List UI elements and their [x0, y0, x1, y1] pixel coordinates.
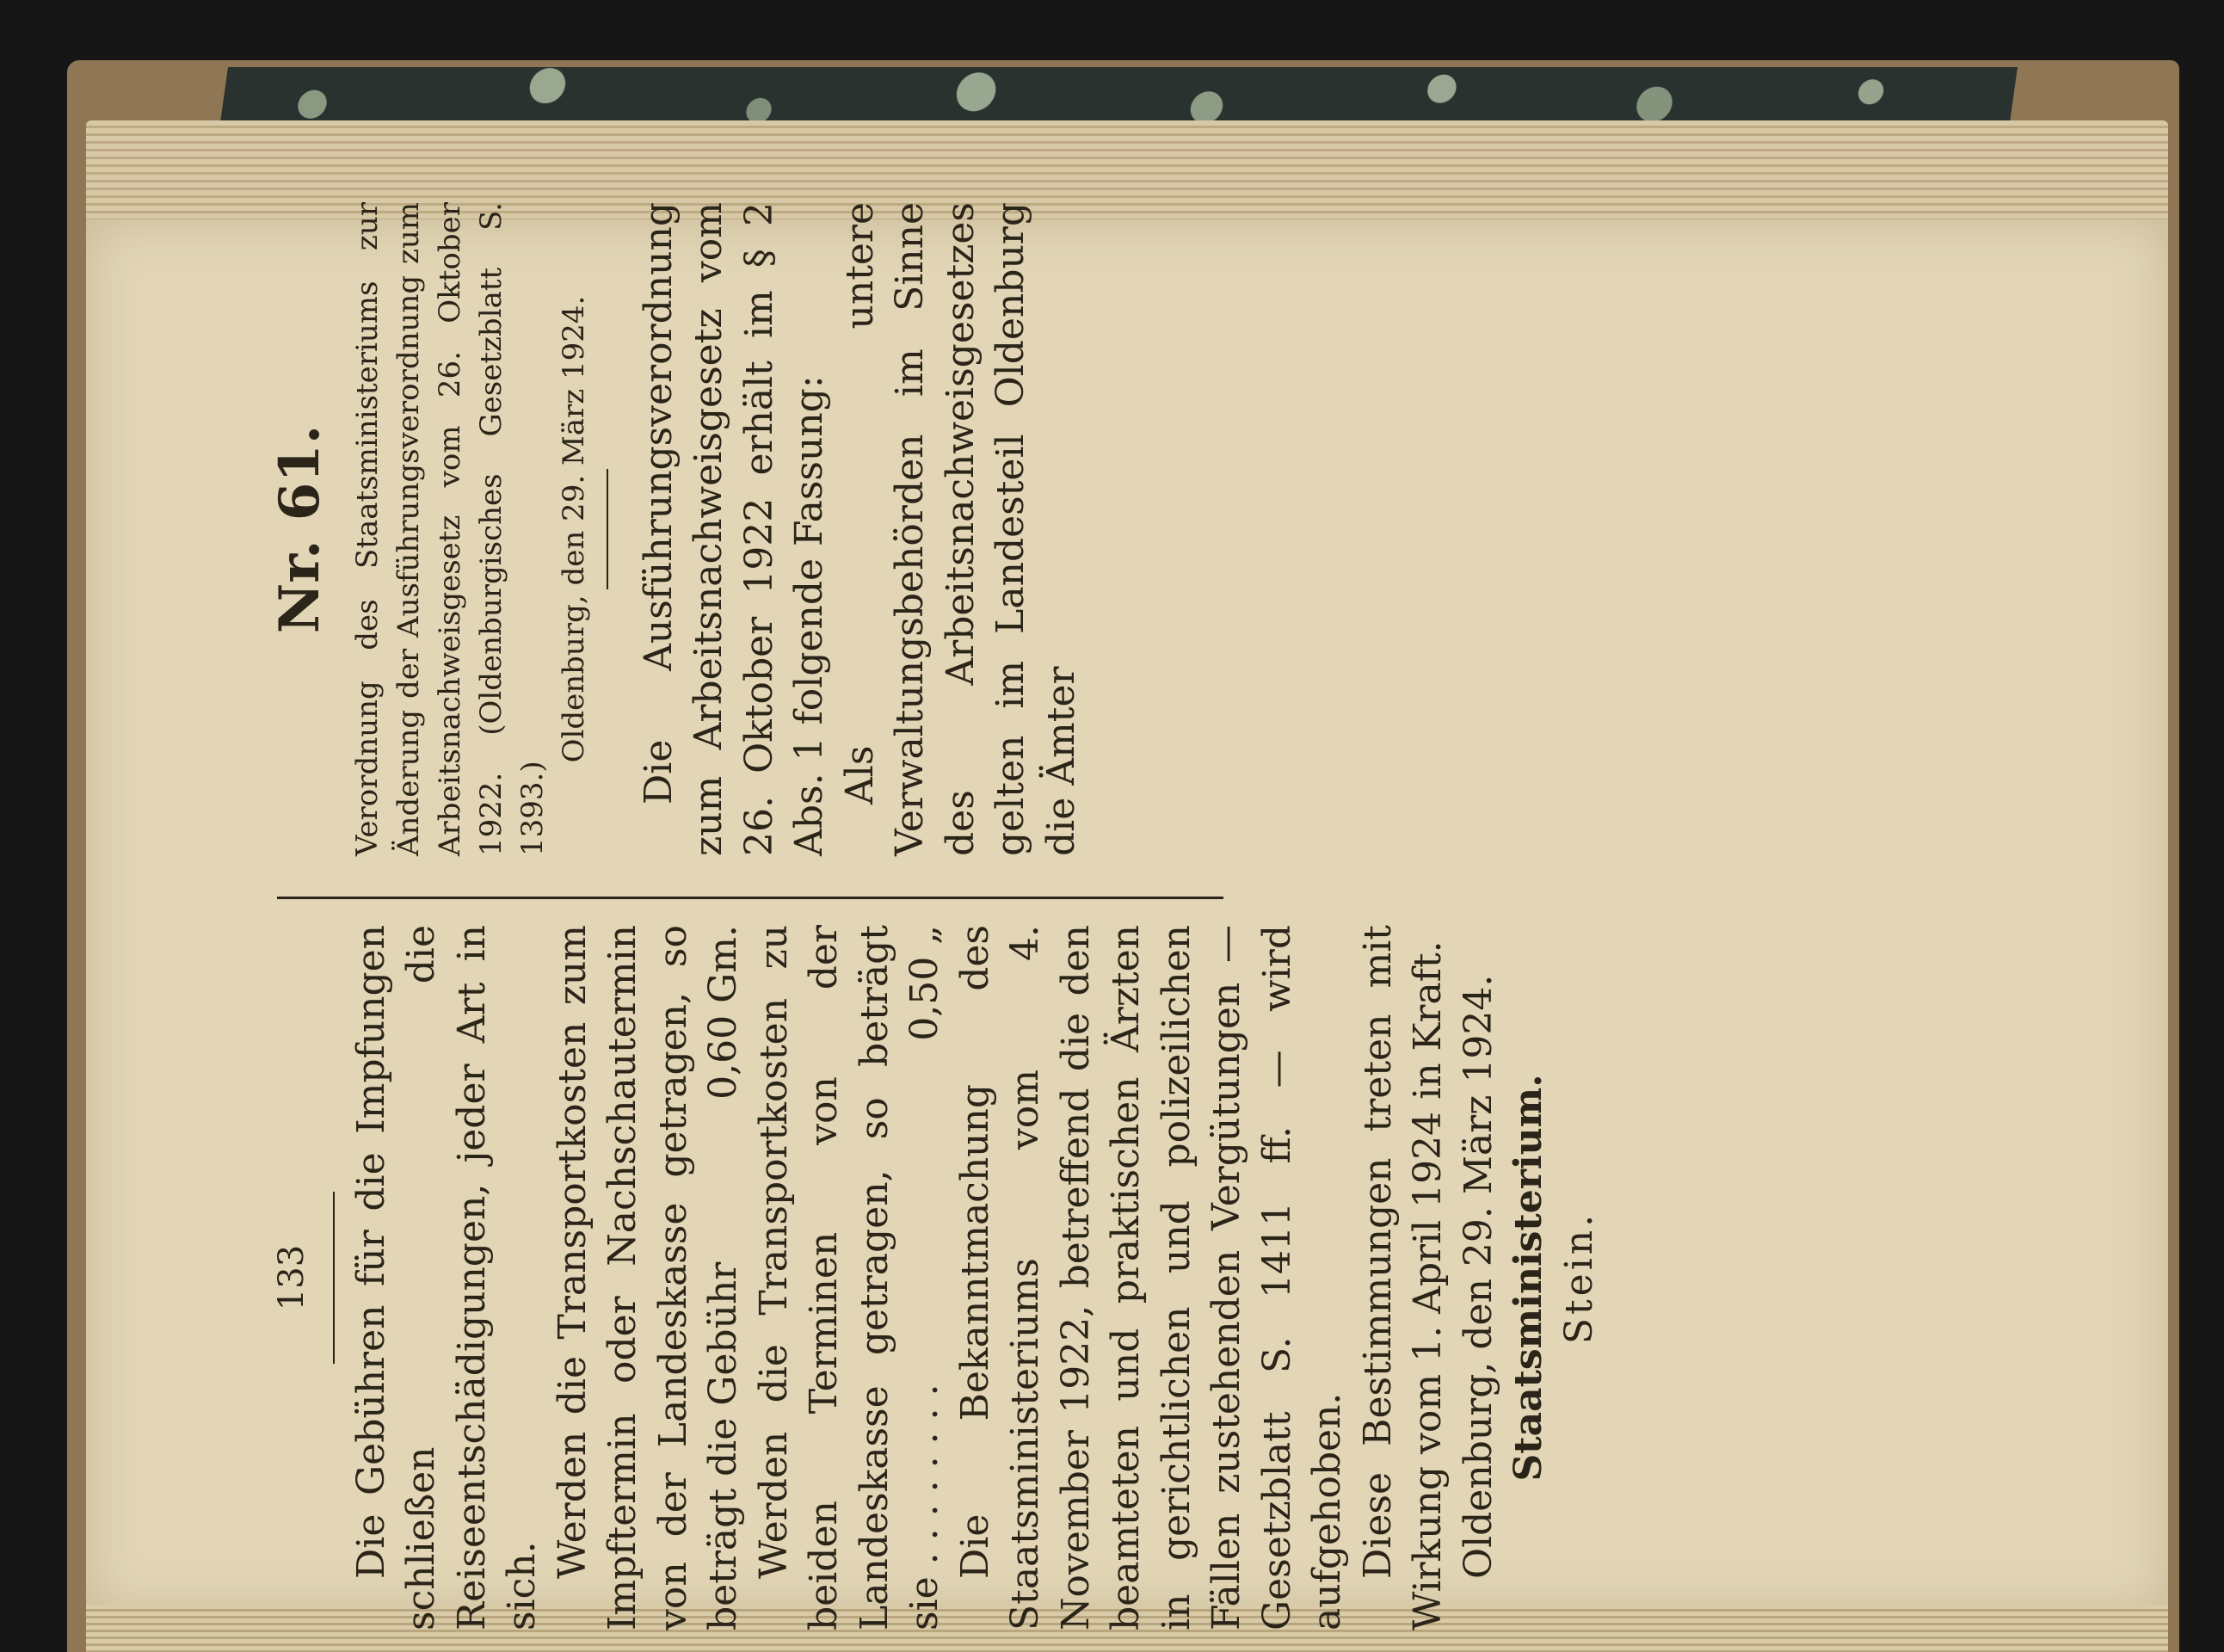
place-date-right: Oldenburg, den 29. März 1924. [556, 295, 591, 763]
paragraph-transport-one [548, 925, 749, 1630]
paragraph-fees: Die Gebühren für die Impfungen schließen die Reiseentschädigungen, jeder Art in sich. [348, 925, 544, 1630]
section-subtitle: Verordnung des Staatsministeriums zur Änderung der Ausführungsverordnung zum Arbeitsnachweisgesetz vom 26. Oktober 1922. (Oldenburgisches Gesetzblatt S. 1393.) [349, 202, 550, 856]
paragraph-transport-both [749, 925, 951, 1630]
place-date-left: Oldenburg, den 29. März 1924. [1456, 974, 1500, 1579]
transport-both-text: Werden die Transportkosten zu beiden Terminen von der Landeskasse getragen, so beträgt sie . . . . . . . . [751, 925, 946, 1630]
rotated-text-block [267, 202, 1944, 1630]
signature: Stein. [1556, 1211, 1601, 1345]
authority: Staatsministerium. [1506, 1074, 1550, 1482]
transport-one-text: Werden die Transportkosten zum Impftermin oder Nachschautermin von der Landeskasse getragen, so beträgt die Gebühr [550, 925, 745, 1630]
paragraph-repeal: Die Bekanntmachung des Staatsministeriums vom 4. November 1922, betreffend die den beamteten und praktischen Ärzten in gerichtlichen und polizeilichen Fällen zustehenden Vergütungen — Gesetzblatt S. 1411 ff. — wird aufgehoben. [952, 925, 1349, 1630]
page-number: 133 [272, 1244, 311, 1311]
header-rule [333, 1192, 335, 1364]
left-column [267, 925, 1605, 1630]
right-column [267, 202, 1087, 856]
paragraph-authorities: Als untere Verwaltungsbehörden im Sinne des Arbeitsnachweisgesetzes gelten im Landesteil Oldenburg die Ämter [837, 202, 1083, 856]
section-title: Nr. 61. [268, 424, 332, 634]
paragraph-amendment: Die Ausführungsverordnung zum Arbeitsnachweisgesetz vom 26. Oktober 1922 erhält im § 2 Abs. 1 folgende Fassung: [636, 202, 831, 856]
section-rule [607, 469, 608, 589]
transport-one-amount: 0,60 Gm. [701, 925, 745, 1100]
paragraph-effective-date: Diese Bestimmungen treten mit Wirkung vom 1. April 1924 in Kraft. [1355, 925, 1450, 1630]
column-divider [277, 897, 1223, 899]
transport-both-amount: 0,50 „ [903, 925, 946, 1041]
